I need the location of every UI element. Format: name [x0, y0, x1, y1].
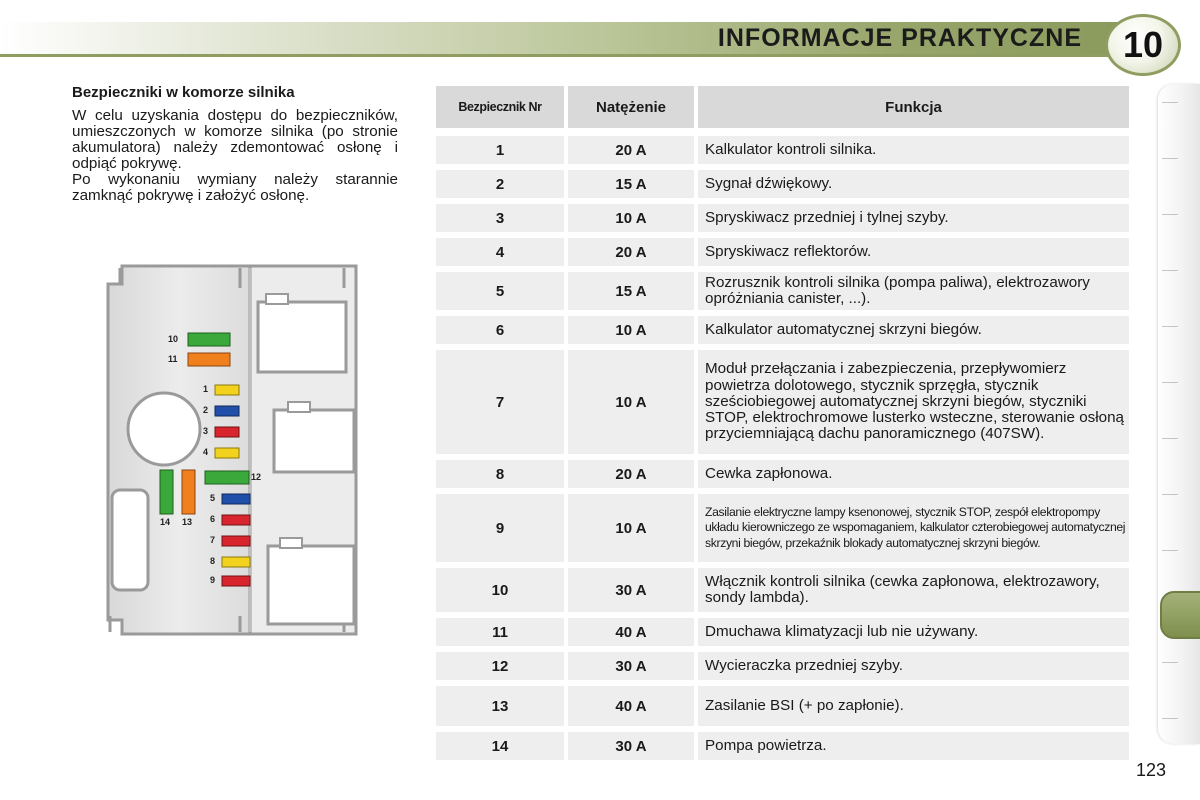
fuse-label: 9 [210, 575, 216, 585]
fuse-function: Rozrusznik kontroli silnika (pompa paliwa), elektrozawory opróżniania canister, ...). [698, 272, 1129, 310]
fuse-amperage: 20 A [568, 238, 694, 266]
tab-notch [1162, 270, 1178, 271]
fuse-function: Moduł przełączania i zabezpieczenia, przepływomierz powietrza dolotowego, stycznik sprzęgła, stycznik sześciobiegowej automatycznej skrzyni biegów, styczniki STOP, elektrochromowe lusterko wsteczne, sterowanie osłoną przyciemniającą dachu panoramicznego (407SW). [698, 350, 1129, 454]
fuse-function: Cewka zapłonowa. [698, 460, 1129, 488]
fuse-amperage: 10 A [568, 350, 694, 454]
fuse-number: 13 [436, 686, 564, 726]
fuse-3 [215, 427, 239, 437]
table-row [436, 136, 1129, 164]
fuse-amperage: 30 A [568, 568, 694, 612]
fuse-4 [215, 448, 239, 458]
chapter-tab-strip [1158, 84, 1200, 744]
section-title: Bezpieczniki w komorze silnika [72, 84, 295, 101]
fuse-number: 2 [436, 170, 564, 198]
tab-notch [1162, 550, 1178, 551]
fuse-amperage: 40 A [568, 686, 694, 726]
table-row [436, 494, 1129, 562]
fuse-14 [160, 470, 173, 514]
fuse-number: 7 [436, 350, 564, 454]
fuse-number: 3 [436, 204, 564, 232]
header-rule [0, 54, 1130, 57]
table-row [436, 316, 1129, 344]
fuse-number: 10 [436, 568, 564, 612]
fuse-amperage: 30 A [568, 732, 694, 760]
table-row [436, 652, 1129, 680]
fuse-label: 4 [203, 447, 209, 457]
fuse-amperage: 40 A [568, 618, 694, 646]
tab-notch [1162, 102, 1178, 103]
fuse-11 [188, 353, 230, 366]
fuse-6 [222, 515, 250, 525]
fuse-function: Pompa powietrza. [698, 732, 1129, 760]
fuse-label: 8 [210, 556, 216, 566]
fuse-function: Spryskiwacz reflektorów. [698, 238, 1129, 266]
active-chapter-tab[interactable] [1160, 591, 1200, 639]
fuse-amperage: 20 A [568, 460, 694, 488]
fuse-amperage: 30 A [568, 652, 694, 680]
section-body [72, 108, 398, 204]
fuse-label: 6 [210, 514, 216, 524]
fuse-5 [222, 494, 250, 504]
fuse-label: 5 [210, 493, 216, 503]
fuse-function: Kalkulator kontroli silnika. [698, 136, 1129, 164]
tab-notch [1162, 718, 1178, 719]
fuse-2 [215, 406, 239, 416]
fuse-function: Zasilanie elektryczne lampy ksenonowej, stycznik STOP, zespół elektropompy układu kierowniczego ze wspomaganiem, kalkulator czterobiegowej automatycznej skrzyni biegów, przekaźnik blokady automatycznej skrzyni biegów. [698, 494, 1129, 562]
column-header-amperage: Natężenie [568, 86, 694, 128]
fuse-box-outline [100, 264, 362, 636]
table-header [436, 86, 1129, 128]
fuse-label: 7 [210, 535, 216, 545]
fuse-amperage: 10 A [568, 204, 694, 232]
fuse-number: 1 [436, 136, 564, 164]
fuse-label: 2 [203, 405, 209, 415]
fuse-function: Dmuchawa klimatyzacji lub nie używany. [698, 618, 1129, 646]
fuse-function: Spryskiwacz przedniej i tylnej szyby. [698, 204, 1129, 232]
tab-notch [1162, 326, 1178, 327]
chapter-badge: 10 [1105, 14, 1181, 76]
page-title: INFORMACJE PRAKTYCZNE [717, 24, 1082, 52]
fuse-label: 13 [182, 517, 193, 527]
fuse-label: 14 [160, 517, 171, 527]
fuse-number: 11 [436, 618, 564, 646]
fuse-label: 11 [168, 354, 178, 364]
fuse-label: 10 [168, 334, 179, 344]
fuse-function: Włącznik kontroli silnika (cewka zapłonowa, elektrozawory, sondy lambda). [698, 568, 1129, 612]
fuse-number: 14 [436, 732, 564, 760]
tab-notch [1162, 382, 1178, 383]
fuse-number: 9 [436, 494, 564, 562]
fuse-10 [188, 333, 230, 346]
table-row [436, 460, 1129, 488]
fuse-label: 3 [203, 426, 209, 436]
fuse-amperage: 20 A [568, 136, 694, 164]
fuse-box-diagram [100, 264, 362, 636]
table-row [436, 170, 1129, 198]
fuse-amperage: 15 A [568, 170, 694, 198]
fuse-number: 4 [436, 238, 564, 266]
tab-notch [1162, 662, 1178, 663]
tab-notch [1162, 438, 1178, 439]
table-row [436, 732, 1129, 760]
column-header-function: Funkcja [698, 86, 1129, 128]
fuse-function: Wycieraczka przedniej szyby. [698, 652, 1129, 680]
fuse-amperage: 15 A [568, 272, 694, 310]
tab-notch [1162, 158, 1178, 159]
tab-notch [1162, 494, 1178, 495]
fuse-function: Sygnał dźwiękowy. [698, 170, 1129, 198]
tab-notch [1162, 214, 1178, 215]
intro-paragraph: W celu uzyskania dostępu do bezpieczników, umieszczonych w komorze silnika (po stronie akumulatora) należy zdemontować osłonę i odpiąć pokrywę. [72, 107, 398, 172]
fuse-number: 5 [436, 272, 564, 310]
table-row [436, 204, 1129, 232]
fuse-7 [222, 536, 250, 546]
fuse-function: Zasilanie BSI (+ po zapłonie). [698, 686, 1129, 726]
table-row [436, 686, 1129, 726]
page-number: 123 [1136, 760, 1167, 780]
column-header-fuse-number: Bezpiecznik Nr [436, 86, 564, 128]
fuse-1 [215, 385, 239, 395]
fuse-9 [222, 576, 250, 586]
intro-paragraph: Po wykonaniu wymiany należy starannie zamknąć pokrywę i założyć osłonę. [72, 171, 398, 204]
fuse-12 [205, 471, 249, 484]
fuse-number: 12 [436, 652, 564, 680]
fuse-13 [182, 470, 195, 514]
fuse-label: 1 [203, 384, 209, 394]
table-row [436, 568, 1129, 612]
fuse-amperage: 10 A [568, 494, 694, 562]
table-row [436, 272, 1129, 310]
fuse-number: 6 [436, 316, 564, 344]
table-row [436, 618, 1129, 646]
fuse-number: 8 [436, 460, 564, 488]
table-row [436, 238, 1129, 266]
fuse-8 [222, 557, 250, 567]
fuse-amperage: 10 A [568, 316, 694, 344]
table-row [436, 350, 1129, 454]
fuse-function: Kalkulator automatycznej skrzyni biegów. [698, 316, 1129, 344]
fuse-label: 12 [251, 472, 262, 482]
tab-rail [1158, 84, 1200, 744]
